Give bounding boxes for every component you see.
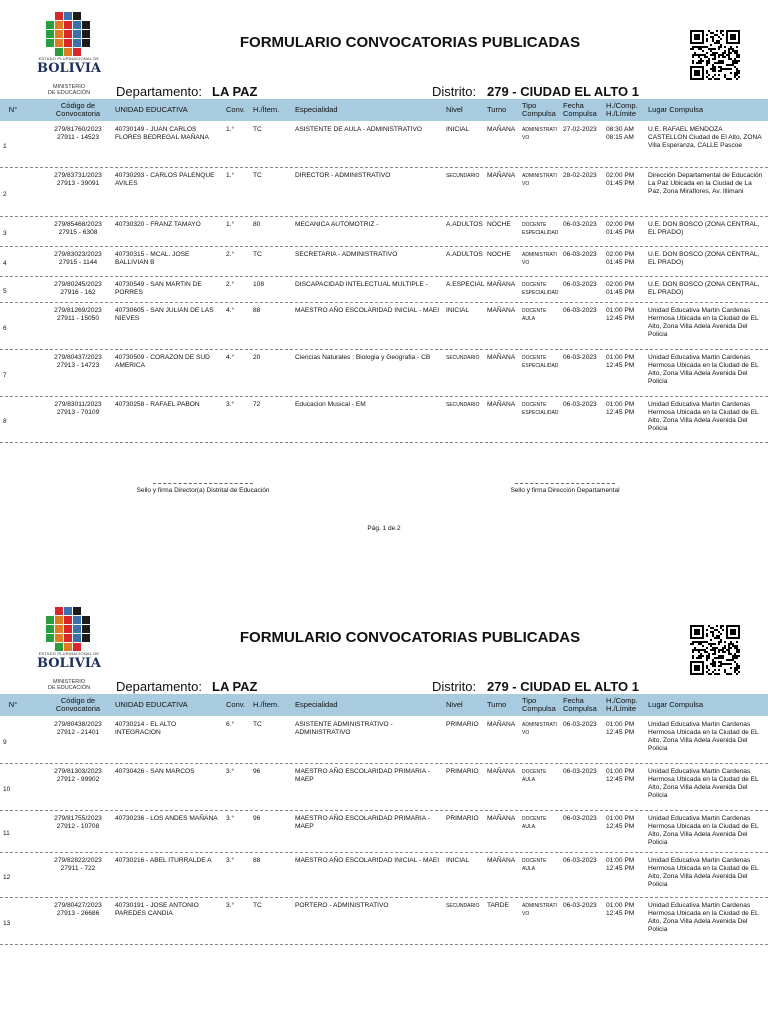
row-number: 6	[3, 325, 7, 332]
table-row	[0, 216, 768, 247]
cell-fecha: 06-03-2023	[563, 251, 597, 258]
cell-codigo: 279/83731/2023 27913 - 39091	[54, 172, 102, 187]
column-header-esp: Especialidad	[295, 105, 338, 114]
cell-lugar: Unidad Educativa Martin Cardenas Hermosa Ubicada en la Ciudad de EL Alto, Zona Villa Adela Avenida Del Policia	[648, 307, 759, 338]
cell-codigo: 279/81760/2023 27911 - 14523	[54, 126, 102, 141]
cell-unidad: 40730214 - EL ALTO INTEGRACION	[115, 721, 177, 736]
cell-codigo: 279/83023/2023 27915 - 1144	[54, 251, 102, 266]
cell-conv: 3.°	[226, 902, 235, 909]
column-header-conv: Conv.	[226, 105, 246, 114]
column-header-nivel: Nivel	[446, 105, 463, 114]
cell-conv: 2.°	[226, 281, 235, 288]
cell-hora: 01:00 PM 12:45 PM	[606, 815, 635, 830]
cell-conv: 2.°	[226, 251, 235, 258]
cell-turno: NOCHE	[487, 221, 511, 228]
page-title: FORMULARIO CONVOCATORIAS PUBLICADAS	[239, 34, 581, 51]
distrito-label: Distrito:	[432, 84, 477, 99]
cell-fecha: 06-03-2023	[563, 768, 597, 775]
cell-turno: MAÑANA	[487, 172, 516, 179]
signature-director-label: Sello y firma Director(a) Distrital de Educación	[136, 487, 270, 494]
logo-subtitle: ESTADO PLURINACIONAL DE	[38, 651, 100, 656]
table-header	[0, 694, 768, 716]
table-header	[0, 99, 768, 121]
cell-lugar: Unidad Educativa Martin Cardenas Hermosa Ubicada en la Ciudad de EL Alto, Zona Villa Adela Avenida Del Policia	[648, 721, 759, 752]
cell-esp: SECRETARIA - ADMINISTRATIVO	[295, 251, 398, 258]
ministry-line-2: DE EDUCACIÓN	[47, 90, 91, 96]
cell-nivel: PRIMARIO	[446, 721, 479, 728]
cell-hora: 01:00 PM 12:45 PM	[606, 307, 635, 322]
cell-item: 108	[253, 281, 265, 288]
cell-fecha: 06-03-2023	[563, 857, 597, 864]
page-number: Pág. 1 de 2	[367, 525, 401, 532]
row-number: 8	[3, 418, 7, 425]
row-number: 5	[3, 288, 7, 295]
table-row	[0, 810, 768, 853]
cell-tipo: DOCENTE AULA	[522, 308, 547, 322]
cell-nivel: PRIMARIO	[446, 815, 479, 822]
logo-title: BOLIVIA	[36, 61, 102, 76]
row-number: 9	[3, 739, 7, 746]
row-number: 1	[3, 143, 7, 150]
cell-item: TC	[253, 126, 262, 133]
cell-item: 80	[253, 221, 261, 228]
cell-esp: MAESTRO AÑO ESCOLARIDAD INICIAL - MAEI	[295, 307, 440, 314]
column-header-num: N°	[8, 105, 18, 114]
cell-esp: DISCAPACIDAD INTELECTUAL MULTIPLE -	[295, 281, 428, 288]
cell-codigo: 279/80245/2023 27916 - 162	[54, 281, 102, 296]
cell-item: 96	[253, 815, 261, 822]
bolivia-logo	[34, 12, 104, 74]
cell-turno: MAÑANA	[487, 281, 516, 288]
cell-unidad: 40730191 - JOSE ANTONIO PAREDES CANDIA	[115, 902, 199, 917]
cell-turno: MAÑANA	[487, 307, 516, 314]
cell-unidad: 40730426 - SAN MARCOS	[115, 768, 195, 775]
row-number: 7	[3, 372, 7, 379]
cell-tipo: DOCENTE ESPECIALIDAD	[522, 355, 559, 369]
cell-hora: 02:00 PM 01:45 PM	[606, 281, 635, 296]
cell-tipo: ADMINISTRATI VO	[522, 173, 557, 187]
row-number: 4	[3, 260, 7, 267]
cell-codigo: 279/81303/2023 27912 - 99902	[54, 768, 102, 783]
cell-unidad: 40730315 - MCAL. JOSE BALLIVIAN B	[115, 251, 190, 266]
page-title: FORMULARIO CONVOCATORIAS PUBLICADAS	[239, 629, 581, 646]
cell-lugar: U.E. DON BOSCO (ZONA CENTRAL, EL PRADO)	[648, 281, 760, 296]
table-row	[0, 716, 768, 764]
departamento-label: Departamento:	[116, 84, 202, 99]
cell-fecha: 28-02-2023	[563, 172, 597, 179]
cell-nivel: A.ESPECIAL	[446, 281, 485, 288]
cell-hora: 01:00 PM 12:45 PM	[606, 354, 635, 369]
cell-nivel: PRIMARIO	[446, 768, 479, 775]
cell-esp: PORTERO - ADMINISTRATIVO	[295, 902, 389, 909]
cell-nivel: INICIAL	[446, 857, 470, 864]
cell-nivel: INICIAL	[446, 307, 470, 314]
column-header-fecha: Fecha Compulsa	[563, 101, 597, 118]
cell-tipo: ADMINISTRATI VO	[522, 903, 557, 917]
cell-conv: 3.°	[226, 768, 235, 775]
column-header-item: H./Ítem.	[253, 700, 280, 709]
cell-esp: MECANICA AUTOMOTRIZ -	[295, 221, 379, 228]
column-header-turno: Turno	[487, 105, 507, 114]
cell-esp: MAESTRO AÑO ESCOLARIDAD PRIMARIA - MAEP	[295, 815, 430, 830]
cell-turno: NOCHE	[487, 251, 511, 258]
cell-tipo: ADMINISTRATI VO	[522, 252, 557, 266]
cell-item: TC	[253, 172, 262, 179]
cell-tipo: DOCENTE AULA	[522, 816, 547, 830]
cell-codigo: 279/81269/2023 27911 - 15050	[54, 307, 102, 322]
column-header-tipo: Tipo Compulsa	[522, 101, 556, 118]
cell-item: TC	[253, 721, 262, 728]
table-row	[0, 246, 768, 277]
cell-unidad: 40730236 - LOS ANDES MAÑANA	[115, 815, 218, 822]
departamento-value: LA PAZ	[212, 679, 258, 694]
column-header-codigo: Código de Convocatoria	[55, 696, 101, 713]
cell-fecha: 06-03-2023	[563, 354, 597, 361]
cell-lugar: Unidad Educativa Martin Cardenas Hermosa Ubicada en la Ciudad de EL Alto, Zona Villa Adela Avenida Del Policia	[648, 902, 759, 933]
document-page-2	[0, 595, 768, 1024]
cell-conv: 3.°	[226, 857, 235, 864]
cell-conv: 6.°	[226, 721, 235, 728]
table-row	[0, 167, 768, 217]
column-header-item: H./Ítem.	[253, 105, 280, 114]
cell-turno: MAÑANA	[487, 768, 516, 775]
cell-fecha: 06-03-2023	[563, 902, 597, 909]
cell-conv: 1.°	[226, 172, 235, 179]
cell-esp: Ciencias Naturales : Biologia y Geografia - CB	[295, 354, 431, 361]
table-row	[0, 763, 768, 811]
cell-esp: ASISTENTE ADMINISTRATIVO - ADMINISTRATIVO	[295, 721, 393, 736]
ministry-label	[34, 679, 104, 691]
column-header-num: N°	[8, 700, 18, 709]
cell-fecha: 06-03-2023	[563, 281, 597, 288]
cell-tipo: DOCENTE ESPECIALIDAD	[522, 402, 559, 416]
cell-conv: 4.°	[226, 307, 235, 314]
distrito-value: 279 - CIUDAD EL ALTO 1	[487, 679, 639, 694]
cell-conv: 3.°	[226, 815, 235, 822]
cell-nivel: A.ADULTOS	[446, 221, 483, 228]
cell-fecha: 06-03-2023	[563, 815, 597, 822]
ministry-line-1: MINISTERIO	[52, 679, 86, 685]
cell-conv: 4.°	[226, 354, 235, 361]
cell-codigo: 279/81755/2023 27912 - 10708	[54, 815, 102, 830]
cell-unidad: 40730293 - CARLOS PALENQUE AVILES	[115, 172, 215, 187]
table-row	[0, 396, 768, 443]
cell-nivel: SECUNDARIO	[446, 355, 480, 361]
distrito-label: Distrito:	[432, 679, 477, 694]
cell-item: TC	[253, 902, 262, 909]
cell-conv: 1.°	[226, 126, 235, 133]
cell-turno: MAÑANA	[487, 354, 516, 361]
table-row	[0, 852, 768, 898]
logo-title: BOLIVIA	[36, 656, 102, 671]
cell-lugar: Unidad Educativa Martin Cardenas Hermosa Ubicada en la Ciudad de EL Alto, Zona Villa Adela Avenida Del Policia	[648, 815, 759, 846]
cell-item: 20	[253, 354, 261, 361]
column-header-unidad: UNIDAD EDUCATIVA	[115, 105, 188, 114]
cell-lugar: Unidad Educativa Martin Cardenas Hermosa Ubicada en la Ciudad de EL Alto, Zona Villa Adela Avenida Del Policia	[648, 354, 759, 385]
cell-nivel: SECUNDARIO	[446, 402, 480, 408]
coat-of-arms-icon	[46, 607, 92, 651]
row-number: 2	[3, 191, 7, 198]
cell-nivel: INICIAL	[446, 126, 470, 133]
column-header-hora: H./Comp. H./Límite	[606, 101, 638, 118]
cell-turno: MAÑANA	[487, 815, 516, 822]
cell-lugar: U.E. RAFAEL MENDOZA CASTELLON Ciudad de El Alto, ZONA Villa Esperanza, CALLE Pascoe	[648, 126, 762, 149]
cell-item: TC	[253, 251, 262, 258]
cell-hora: 08:30 AM 08:15 AM	[606, 126, 634, 141]
cell-fecha: 06-03-2023	[563, 721, 597, 728]
row-number: 12	[3, 874, 11, 881]
cell-fecha: 06-03-2023	[563, 401, 597, 408]
column-header-fecha: Fecha Compulsa	[563, 696, 597, 713]
signature-departamental-label: Sello y firma Dirección Departamental	[510, 487, 620, 494]
column-header-unidad: UNIDAD EDUCATIVA	[115, 700, 188, 709]
cell-lugar: Unidad Educativa Martin Cardenas Hermosa Ubicada en la Ciudad de EL Alto, Zona Villa Adela Avenida Del Policia	[648, 857, 759, 888]
cell-fecha: 06-03-2023	[563, 221, 597, 228]
column-header-turno: Turno	[487, 700, 507, 709]
row-number: 3	[3, 230, 7, 237]
bolivia-logo	[34, 607, 104, 669]
cell-tipo: DOCENTE ESPECIALIDAD	[522, 222, 559, 236]
cell-unidad: 40730549 - SAN MARTIN DE PORRES	[115, 281, 202, 296]
cell-tipo: ADMINISTRATI VO	[522, 127, 557, 141]
cell-hora: 02:00 PM 01:45 PM	[606, 172, 635, 187]
cell-lugar: U.E. DON BOSCO (ZONA CENTRAL, EL PRADO)	[648, 221, 760, 236]
cell-hora: 02:00 PM 01:45 PM	[606, 221, 635, 236]
cell-hora: 01:00 PM 12:45 PM	[606, 401, 635, 416]
cell-hora: 01:00 PM 12:45 PM	[606, 721, 635, 736]
cell-unidad: 40730216 - ABEL ITURRALDE A	[115, 857, 212, 864]
cell-unidad: 40730605 - SAN JULIAN DE LAS NIEVES	[115, 307, 214, 322]
cell-hora: 01:00 PM 12:45 PM	[606, 902, 635, 917]
cell-item: 88	[253, 857, 261, 864]
cell-esp: DIRECTOR - ADMINISTRATIVO	[295, 172, 391, 179]
cell-esp: MAESTRO AÑO ESCOLARIDAD PRIMARIA - MAEP	[295, 768, 430, 783]
cell-tipo: DOCENTE ESPECIALIDAD	[522, 282, 559, 296]
cell-turno: MAÑANA	[487, 126, 516, 133]
cell-nivel: A.ADULTOS	[446, 251, 483, 258]
signature-departamental	[490, 483, 640, 495]
departamento-label: Departamento:	[116, 679, 202, 694]
table-row	[0, 349, 768, 397]
table-row	[0, 897, 768, 945]
cell-unidad: 40730509 - CORAZON DE SUD AMERICA	[115, 354, 210, 369]
table-row	[0, 302, 768, 350]
qr-code-icon	[690, 30, 740, 80]
cell-hora: 02:00 PM 01:45 PM	[606, 251, 635, 266]
cell-conv: 1.°	[226, 221, 235, 228]
column-header-nivel: Nivel	[446, 700, 463, 709]
cell-fecha: 27-02-2023	[563, 126, 597, 133]
distrito-value: 279 - CIUDAD EL ALTO 1	[487, 84, 639, 99]
cell-nivel: SECUNDARIO	[446, 173, 480, 179]
cell-codigo: 279/80437/2023 27913 - 14723	[54, 354, 102, 369]
cell-lugar: Unidad Educativa Martin Cardenas Hermosa Ubicada en la Ciudad de EL Alto, Zona Villa Adela Avenida Del Policia	[648, 401, 759, 432]
ministry-label	[34, 84, 104, 96]
cell-tipo: ADMINISTRATI VO	[522, 722, 557, 736]
logo-subtitle: ESTADO PLURINACIONAL DE	[38, 56, 100, 61]
cell-codigo: 279/83011/2023 27913 - 70109	[54, 401, 102, 416]
cell-hora: 01:00 PM 12:45 PM	[606, 768, 635, 783]
ministry-line-1: MINISTERIO	[52, 84, 86, 90]
cell-item: 88	[253, 307, 261, 314]
table-row	[0, 276, 768, 303]
column-header-codigo: Código de Convocatoria	[55, 101, 101, 118]
table-row	[0, 121, 768, 168]
coat-of-arms-icon	[46, 12, 92, 56]
departamento-value: LA PAZ	[212, 84, 258, 99]
column-header-lugar: Lugar Compulsa	[648, 700, 704, 709]
column-header-lugar: Lugar Compulsa	[648, 105, 704, 114]
cell-unidad: 40730258 - RAFAEL PABON	[115, 401, 200, 408]
cell-lugar: Unidad Educativa Martin Cardenas Hermosa Ubicada en la Ciudad de EL Alto, Zona Villa Adela Avenida Del Policia	[648, 768, 759, 799]
row-number: 11	[3, 830, 10, 837]
cell-codigo: 279/80438/2023 27912 - 21401	[54, 721, 102, 736]
cell-unidad: 40730320 - FRANZ TAMAYO	[115, 221, 201, 228]
column-header-esp: Especialidad	[295, 700, 338, 709]
cell-lugar: U.E. DON BOSCO (ZONA CENTRAL, EL PRADO)	[648, 251, 760, 266]
cell-esp: MAESTRO AÑO ESCOLARIDAD INICIAL - MAEI	[295, 857, 440, 864]
cell-turno: MAÑANA	[487, 401, 516, 408]
cell-turno: MAÑANA	[487, 857, 516, 864]
column-header-hora: H./Comp. H./Límite	[606, 696, 638, 713]
qr-code-icon	[690, 625, 740, 675]
row-number: 13	[3, 920, 11, 927]
column-header-conv: Conv.	[226, 700, 246, 709]
row-number: 10	[3, 786, 11, 793]
cell-fecha: 06-03-2023	[563, 307, 597, 314]
cell-conv: 3.°	[226, 401, 235, 408]
cell-turno: MAÑANA	[487, 721, 516, 728]
cell-nivel: SECUNDARIO	[446, 903, 480, 909]
column-header-tipo: Tipo Compulsa	[522, 696, 556, 713]
cell-lugar: Dirección Departamental de Educación La Paz Ubicada en la Ciudad de La Paz, Zona Miraflores, Av. Illimani	[648, 172, 763, 195]
cell-esp: Educacion Musical - EM	[295, 401, 366, 408]
cell-codigo: 279/85468/2023 27915 - 6308	[54, 221, 102, 236]
cell-turno: TARDE	[487, 902, 509, 909]
cell-hora: 01:00 PM 12:45 PM	[606, 857, 635, 872]
cell-esp: ASISTENTE DE AULA - ADMINISTRATIVO	[295, 126, 423, 133]
cell-item: 72	[253, 401, 261, 408]
cell-codigo: 279/82822/2023 27911 - 722	[54, 857, 102, 872]
signature-director	[128, 483, 278, 495]
ministry-line-2: DE EDUCACIÓN	[47, 685, 91, 691]
cell-tipo: DOCENTE AULA	[522, 769, 547, 783]
cell-unidad: 40730149 - JUAN CARLOS FLORES BEDREGAL MAÑANA	[115, 126, 209, 141]
cell-item: 96	[253, 768, 261, 775]
cell-codigo: 279/80427/2023 27913 - 26686	[54, 902, 102, 917]
cell-tipo: DOCENTE AULA	[522, 858, 547, 872]
